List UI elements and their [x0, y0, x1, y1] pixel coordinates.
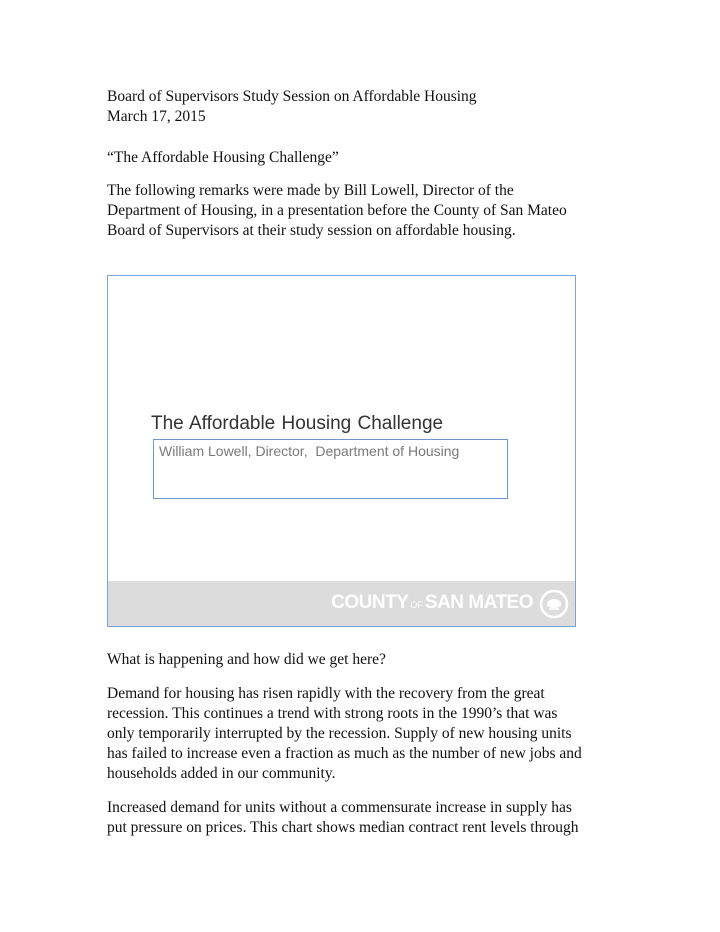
para2-line-2: put pressure on prices. This chart shows median contract rent levels through — [107, 819, 579, 836]
intro-line-1: The following remarks were made by Bill Lowell, Director of the — [107, 182, 514, 199]
para2-line-1: Increased demand for units without a commensurate increase in supply has — [107, 799, 572, 816]
title-slide-image — [107, 275, 576, 627]
para1-line-5: households added in our community. — [107, 765, 336, 782]
logo-san-mateo-text: SAN MATEO — [424, 592, 533, 613]
header-date: March 17, 2015 — [107, 108, 206, 125]
intro-line-2: Department of Housing, in a presentation before the County of San Mateo — [107, 202, 567, 219]
county-logo — [331, 592, 533, 614]
para1-line-2: recession. This continues a trend with strong roots in the 1990’s that was — [107, 705, 558, 722]
para1-line-1: Demand for housing has risen rapidly with the recovery from the great — [107, 685, 545, 702]
slide-subtitle: William Lowell, Director, Department of Housing — [159, 443, 460, 459]
section-question: What is happening and how did we get here? — [107, 651, 386, 668]
para1-line-3: only temporarily interrupted by the recession. Supply of new housing units — [107, 725, 572, 742]
slide-subtitle-box — [153, 439, 508, 499]
county-seal-icon — [539, 589, 569, 619]
para1-line-4: has failed to increase even a fraction as much as the number of new jobs and — [107, 745, 582, 762]
intro-line-3: Board of Supervisors at their study session on affordable housing. — [107, 222, 516, 239]
slide-title: The Affordable Housing Challenge — [151, 413, 444, 434]
logo-county-text: COUNTY — [331, 592, 409, 613]
slide-footer — [108, 581, 575, 626]
logo-of-text: OF — [410, 600, 423, 610]
header-title: Board of Supervisors Study Session on Affordable Housing — [107, 88, 477, 105]
document-title: “The Affordable Housing Challenge” — [107, 149, 339, 166]
